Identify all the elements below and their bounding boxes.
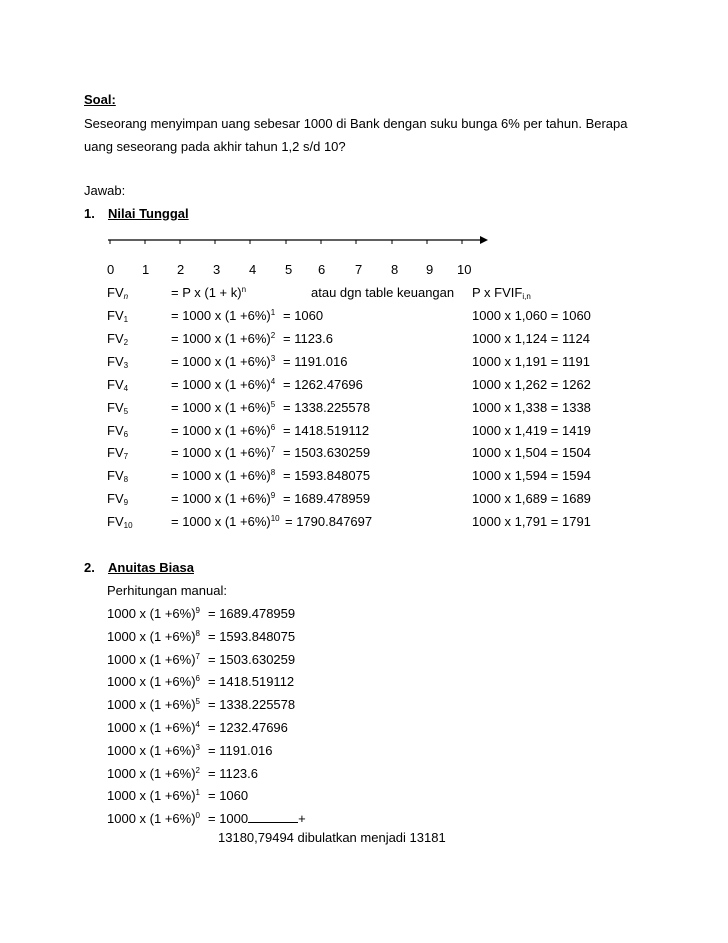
fv-row-expression: [171, 400, 275, 415]
fv-row-expression: [171, 491, 275, 506]
anuitas-row-expression: [107, 652, 200, 667]
anuitas-row-expression: [107, 697, 200, 712]
fv-row-result: = 1790.847697: [285, 514, 373, 529]
anuitas-expression: 1000 x (1 +6%): [107, 629, 196, 644]
fv-row-expression: [171, 514, 280, 529]
fv-row-result: = 1123.6: [283, 331, 334, 346]
fv-row-label: [107, 331, 128, 346]
anuitas-exponent: 1: [195, 788, 200, 797]
anuitas-exponent: 4: [195, 720, 200, 729]
fv-row-result: = 1503.630259: [283, 445, 371, 460]
timeline-label: 1: [142, 262, 150, 277]
anuitas-expression: 1000 x (1 +6%): [107, 606, 196, 621]
anuitas-exponent: 0: [195, 811, 200, 820]
formula-fv: [107, 285, 128, 300]
anuitas-row-result: = 1232.47696: [208, 720, 288, 735]
jawab-label: Jawab:: [84, 183, 126, 198]
fv-row-table-value: 1000 x 1,594 = 1594: [472, 468, 591, 483]
anuitas-expression: 1000 x (1 +6%): [107, 766, 196, 781]
fv-row-table-value: 1000 x 1,060 = 1060: [472, 308, 591, 323]
fv-expression: = 1000 x (1 +6%): [171, 308, 271, 323]
formula-fvif-label: P x FVIF: [472, 285, 523, 300]
fv-expression: = 1000 x (1 +6%): [171, 491, 271, 506]
anuitas-row-expression: [107, 766, 200, 781]
fv-label-sub: 8: [123, 475, 129, 484]
fv-label: FV: [107, 377, 124, 392]
anuitas-row-result: = 1689.478959: [208, 606, 296, 621]
anuitas-row-expression: [107, 629, 200, 644]
anuitas-exponent: 5: [195, 697, 200, 706]
fv-row-expression: [171, 423, 275, 438]
anuitas-row-expression: [107, 811, 200, 826]
section2-number: 2.: [84, 560, 95, 575]
fv-label: FV: [107, 491, 124, 506]
anuitas-row-expression: [107, 720, 200, 735]
fv-row-label: [107, 514, 133, 529]
formula-fv-sub: n: [123, 292, 129, 301]
soal-text-line2: uang seseorang pada akhir tahun 1,2 s/d 10?: [84, 139, 346, 154]
anuitas-row-expression: [107, 674, 200, 689]
anuitas-row-result: = 1338.225578: [208, 697, 296, 712]
fv-label: FV: [107, 468, 124, 483]
anuitas-row-result: [208, 811, 306, 826]
fv-row-result: = 1060: [283, 308, 324, 323]
fv-exponent: 7: [270, 445, 276, 454]
formula-fv-label: FV: [107, 285, 124, 300]
fv-expression: = 1000 x (1 +6%): [171, 468, 271, 483]
fv-exponent: 4: [270, 377, 276, 386]
timeline-label: 3: [213, 262, 221, 277]
section1-number: 1.: [84, 206, 95, 221]
anuitas-exponent: 3: [195, 743, 200, 752]
formula-expression-text: = P x (1 + k): [171, 285, 242, 300]
timeline-label: 6: [318, 262, 326, 277]
timeline-label: 8: [391, 262, 399, 277]
fv-label-sub: 10: [123, 521, 133, 530]
fv-exponent: 8: [270, 468, 276, 477]
fv-row-label: [107, 400, 128, 415]
fv-row-label: [107, 423, 128, 438]
formula-fvif: [472, 285, 531, 300]
fv-label-sub: 4: [123, 384, 129, 393]
fv-row-label: [107, 377, 128, 392]
anuitas-row-expression: [107, 788, 200, 803]
fv-row-label: [107, 354, 128, 369]
formula-expression-sup: n: [241, 285, 247, 294]
fv-row-expression: [171, 331, 275, 346]
fv-row-expression: [171, 468, 275, 483]
fv-row-expression: [171, 445, 275, 460]
fv-row-table-value: 1000 x 1,124 = 1124: [472, 331, 590, 346]
anuitas-row-result: = 1123.6: [208, 766, 259, 781]
fv-row-expression: [171, 354, 275, 369]
anuitas-row-result: = 1060: [208, 788, 249, 803]
fv-label: FV: [107, 308, 124, 323]
soal-text-line1: Seseorang menyimpan uang sebesar 1000 di Bank dengan suku bunga 6% per tahun. Berapa: [84, 116, 628, 131]
fv-row-table-value: 1000 x 1,191 = 1191: [472, 354, 590, 369]
formula-fvif-sub: i,n: [522, 292, 531, 301]
anuitas-expression: 1000 x (1 +6%): [107, 811, 196, 826]
fv-expression: = 1000 x (1 +6%): [171, 377, 271, 392]
anuitas-exponent: 7: [195, 652, 200, 661]
anuitas-row-result: = 1418.519112: [208, 674, 295, 689]
fv-expression: = 1000 x (1 +6%): [171, 354, 271, 369]
fv-label-sub: 5: [123, 407, 129, 416]
fv-exponent: 1: [270, 308, 276, 317]
anuitas-expression: 1000 x (1 +6%): [107, 743, 196, 758]
anuitas-expression: 1000 x (1 +6%): [107, 674, 196, 689]
timeline-label: 10: [457, 262, 472, 277]
anuitas-expression: 1000 x (1 +6%): [107, 720, 196, 735]
fv-row-label: [107, 491, 128, 506]
fv-row-label: [107, 308, 128, 323]
fv-exponent: 9: [270, 491, 276, 500]
fv-row-table-value: 1000 x 1,262 = 1262: [472, 377, 591, 392]
fv-expression: = 1000 x (1 +6%): [171, 331, 271, 346]
fv-row-result: = 1689.478959: [283, 491, 371, 506]
fv-row-label: [107, 468, 128, 483]
timeline-label: 9: [426, 262, 434, 277]
fv-expression: = 1000 x (1 +6%): [171, 423, 271, 438]
fv-exponent: 5: [270, 400, 276, 409]
anuitas-expression: 1000 x (1 +6%): [107, 697, 196, 712]
fv-row-result: = 1338.225578: [283, 400, 371, 415]
fv-exponent: 10: [270, 514, 280, 523]
anuitas-row-result: = 1503.630259: [208, 652, 296, 667]
fv-label: FV: [107, 400, 124, 415]
fv-expression: = 1000 x (1 +6%): [171, 445, 271, 460]
anuitas-exponent: 6: [195, 674, 200, 683]
fv-label: FV: [107, 331, 124, 346]
timeline-label: 2: [177, 262, 185, 277]
anuitas-row-result: = 1593.848075: [208, 629, 296, 644]
timeline-label: 5: [285, 262, 293, 277]
fv-row-label: [107, 445, 128, 460]
soal-heading: Soal:: [84, 92, 116, 107]
fv-label-sub: 2: [123, 338, 129, 347]
anuitas-row-expression: [107, 606, 200, 621]
timeline-arrow: [100, 232, 492, 248]
fv-exponent: 6: [270, 423, 276, 432]
fv-row-result: = 1593.848075: [283, 468, 371, 483]
anuitas-total: 13180,79494 dibulatkan menjadi 13181: [218, 830, 446, 845]
sum-plus-sign: +: [298, 811, 306, 826]
anuitas-exponent: 9: [195, 606, 200, 615]
sum-underline: [248, 812, 298, 823]
fv-exponent: 3: [270, 354, 276, 363]
fv-label-sub: 6: [123, 430, 129, 439]
formula-alternative: atau dgn table keuangan: [311, 285, 455, 300]
fv-label: FV: [107, 514, 124, 529]
fv-expression: = 1000 x (1 +6%): [171, 514, 271, 529]
fv-label-sub: 9: [123, 498, 129, 507]
anuitas-expression: 1000 x (1 +6%): [107, 652, 196, 667]
anuitas-exponent: 2: [195, 766, 200, 775]
formula-expression: [171, 285, 246, 300]
anuitas-row-result: = 1191.016: [208, 743, 273, 758]
anuitas-expression: 1000 x (1 +6%): [107, 788, 196, 803]
fv-row-table-value: 1000 x 1,689 = 1689: [472, 491, 591, 506]
fv-expression: = 1000 x (1 +6%): [171, 400, 271, 415]
fv-row-table-value: 1000 x 1,338 = 1338: [472, 400, 591, 415]
fv-row-expression: [171, 377, 275, 392]
fv-label-sub: 1: [123, 315, 129, 324]
timeline-label: 0: [107, 262, 115, 277]
timeline-label: 7: [355, 262, 363, 277]
anuitas-exponent: 8: [195, 629, 200, 638]
fv-row-table-value: 1000 x 1,791 = 1791: [472, 514, 591, 529]
timeline-label: 4: [249, 262, 257, 277]
fv-label-sub: 7: [123, 452, 129, 461]
fv-label-sub: 3: [123, 361, 129, 370]
fv-label: FV: [107, 445, 124, 460]
fv-row-result: = 1191.016: [283, 354, 348, 369]
fv-row-table-value: 1000 x 1,504 = 1504: [472, 445, 591, 460]
fv-row-result: = 1418.519112: [283, 423, 370, 438]
anuitas-row-expression: [107, 743, 200, 758]
section2-subheading: Perhitungan manual:: [107, 583, 227, 598]
section1-heading: Nilai Tunggal: [108, 206, 189, 221]
fv-exponent: 2: [270, 331, 276, 340]
fv-row-result: = 1262.47696: [283, 377, 363, 392]
fv-row-expression: [171, 308, 275, 323]
fv-label: FV: [107, 423, 124, 438]
fv-row-table-value: 1000 x 1,419 = 1419: [472, 423, 591, 438]
section2-heading: Anuitas Biasa: [108, 560, 194, 575]
fv-label: FV: [107, 354, 124, 369]
anuitas-result-text: = 1000: [208, 811, 249, 826]
